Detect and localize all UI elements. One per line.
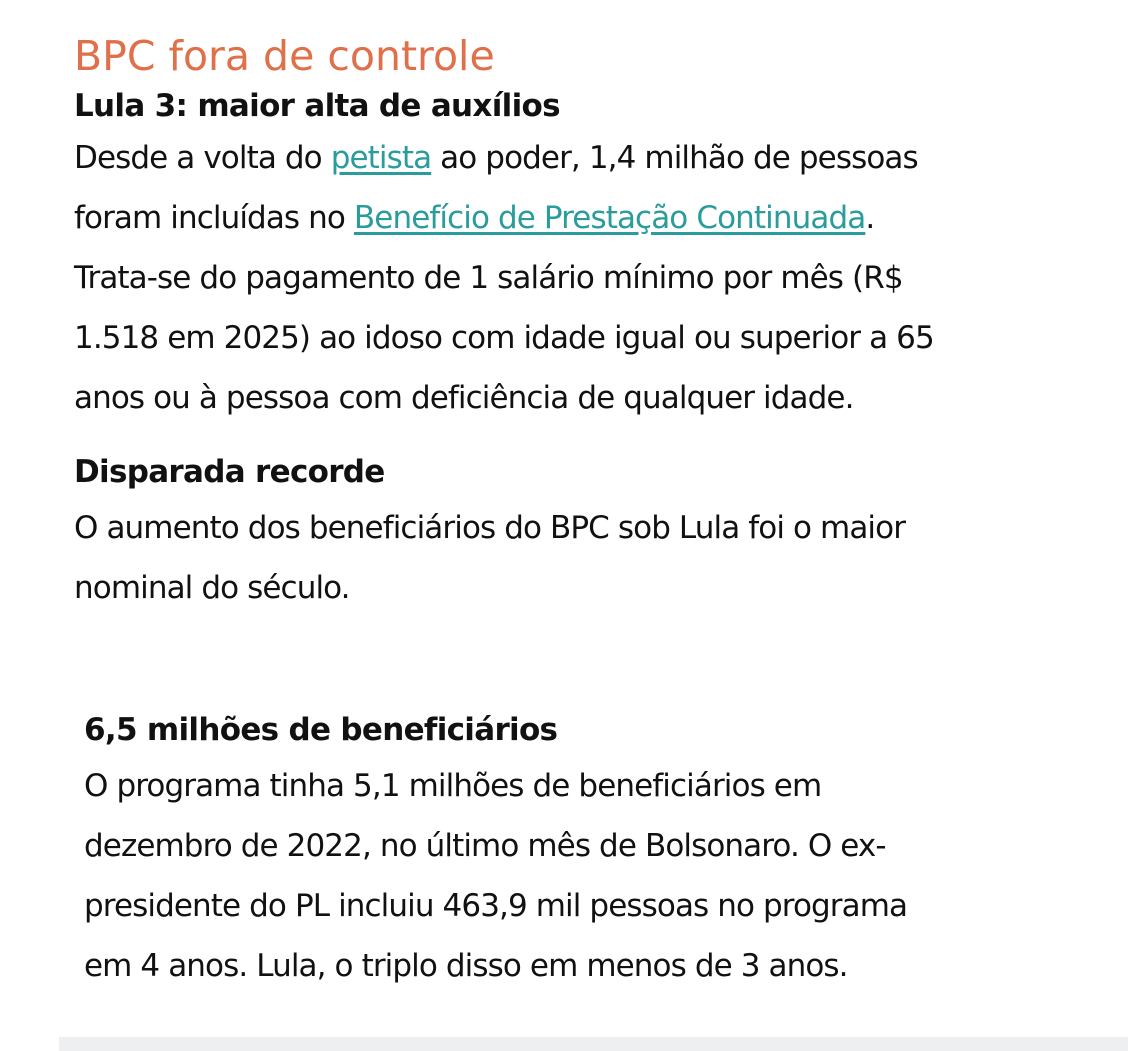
section-paragraph [84, 756, 1084, 996]
section-paragraph [74, 498, 1084, 618]
section-beneficiarios [84, 708, 1084, 996]
footer-divider [59, 1037, 1128, 1051]
paragraph-line: nominal do século. [74, 570, 350, 606]
paragraph-line: presidente do PL incluiu 463,9 mil pessoas no programa [84, 888, 908, 924]
paragraph-line: O programa tinha 5,1 milhões de beneficiários em [84, 768, 822, 804]
text-segment: foram incluídas no [74, 200, 354, 236]
paragraph-line [74, 128, 1084, 188]
paragraph-line: dezembro de 2022, no último mês de Bolsonaro. O ex- [84, 828, 886, 864]
paragraph-line: 1.518 em 2025) ao idoso com idade igual ou superior a 65 [74, 320, 934, 356]
text-segment: ao poder, 1,4 milhão de pessoas [431, 140, 918, 176]
paragraph-line [74, 188, 1084, 248]
paragraph-line: anos ou à pessoa com deficiência de qualquer idade. [74, 380, 854, 416]
text-segment: Desde a volta do [74, 140, 331, 176]
bpc-link[interactable]: Benefício de Prestação Continuada [353, 200, 866, 236]
paragraph-line: Trata-se do pagamento de 1 salário mínimo por mês (R$ [74, 260, 903, 296]
section-disparada-recorde [74, 450, 1084, 618]
section-heading: Disparada recorde [74, 454, 385, 490]
text-segment: . [865, 200, 875, 236]
paragraph-line: em 4 anos. Lula, o triplo disso em menos de 3 anos. [84, 948, 848, 984]
section-heading: Lula 3: maior alta de auxílios [74, 88, 560, 124]
section-paragraph [74, 128, 1084, 428]
article [74, 28, 1084, 618]
section-lula-3 [74, 84, 1084, 428]
petista-link[interactable]: petista [330, 140, 432, 176]
paragraph-line: O aumento dos beneficiários do BPC sob Lula foi o maior [74, 510, 906, 546]
section-heading: 6,5 milhões de beneficiários [84, 712, 558, 748]
section-kicker: BPC fora de controle [74, 32, 495, 80]
